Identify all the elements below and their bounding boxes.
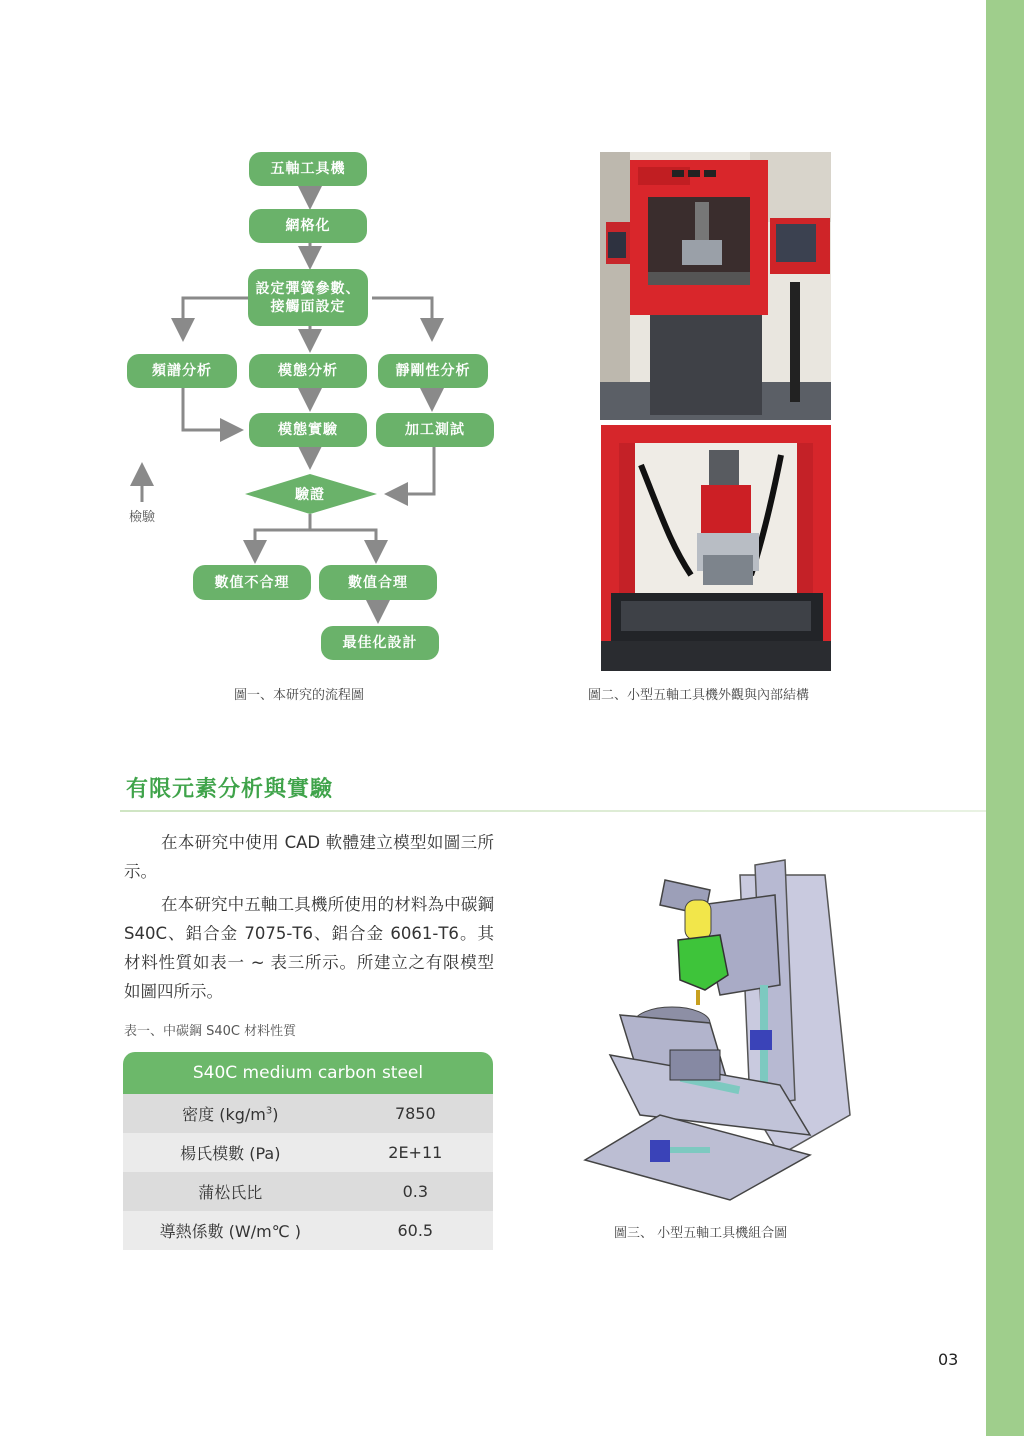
table-cell-value: 60.5: [338, 1211, 493, 1250]
section-title: 有限元素分析與實驗: [126, 777, 334, 802]
table-row: [123, 1094, 493, 1133]
table-cell-value: 0.3: [338, 1172, 493, 1211]
page-side-band: [986, 0, 1024, 1436]
machine-exterior-photo: [600, 152, 831, 420]
machine-interior-photo: [601, 425, 831, 671]
flow-node-spring-line1: 設定彈簧參數、: [255, 280, 361, 297]
flow-node-mesh: 網格化: [249, 209, 367, 243]
flowchart: [120, 140, 500, 680]
figure3-caption: 圖三、 小型五軸工具機組合圖: [614, 1226, 788, 1241]
cad-assembly-image: [580, 855, 860, 1210]
flow-node-unreasonable: 數值不合理: [193, 565, 311, 600]
table-header: S40C medium carbon steel: [123, 1052, 493, 1094]
flow-node-reasonable: 數值合理: [319, 565, 437, 600]
table-row: [123, 1211, 493, 1250]
paragraph-materials: 在本研究中五軸工具機所使用的材料為中碳鋼 S40C、鋁合金 7075-T6、鋁合金 6061-T6。其材料性質如表一 ~ 表三所示。所建立之有限模型如圖四所示。: [124, 895, 494, 1001]
table-cell-value: 2E+11: [338, 1133, 493, 1172]
flow-node-optimize: 最佳化設計: [321, 626, 439, 660]
flow-node-spring-contact: [248, 269, 368, 326]
table-cell-property: 蒲松氏比: [123, 1172, 338, 1211]
flow-node-machine: 五軸工具機: [249, 152, 367, 186]
material-table: [123, 1052, 493, 1250]
table-cell-property: 楊氏模數 (Pa): [123, 1133, 338, 1172]
figure1-caption: 圖一、本研究的流程圖: [234, 688, 365, 703]
flow-node-spring-line2: 接觸面設定: [270, 298, 346, 315]
table-cell-value: 7850: [338, 1094, 493, 1133]
flow-node-static: 靜剛性分析: [378, 354, 488, 388]
flow-node-spectrum: 頻譜分析: [127, 354, 237, 388]
section-divider: [120, 810, 986, 812]
table-cell-property: 導熱係數 (W/m℃ ): [123, 1211, 338, 1250]
flow-node-modal: 模態分析: [249, 354, 367, 388]
paragraph-cad: 在本研究中使用 CAD 軟體建立模型如圖三所示。: [124, 833, 494, 881]
table-row: [123, 1172, 493, 1211]
flow-node-verify: 驗證: [295, 487, 325, 503]
flow-node-modal-exp: 模態實驗: [249, 413, 367, 447]
table-cell-property: 密度 $(kg/m^3)$: [123, 1094, 338, 1133]
page-number: 03: [938, 1350, 959, 1369]
table-row: [123, 1133, 493, 1172]
figure2-caption: 圖二、小型五軸工具機外觀與內部結構: [588, 688, 810, 703]
flow-node-machining: 加工測試: [376, 413, 494, 447]
check-label: 檢驗: [129, 510, 156, 525]
table1-caption: 表一、中碳鋼 S40C 材料性質: [124, 1024, 297, 1039]
